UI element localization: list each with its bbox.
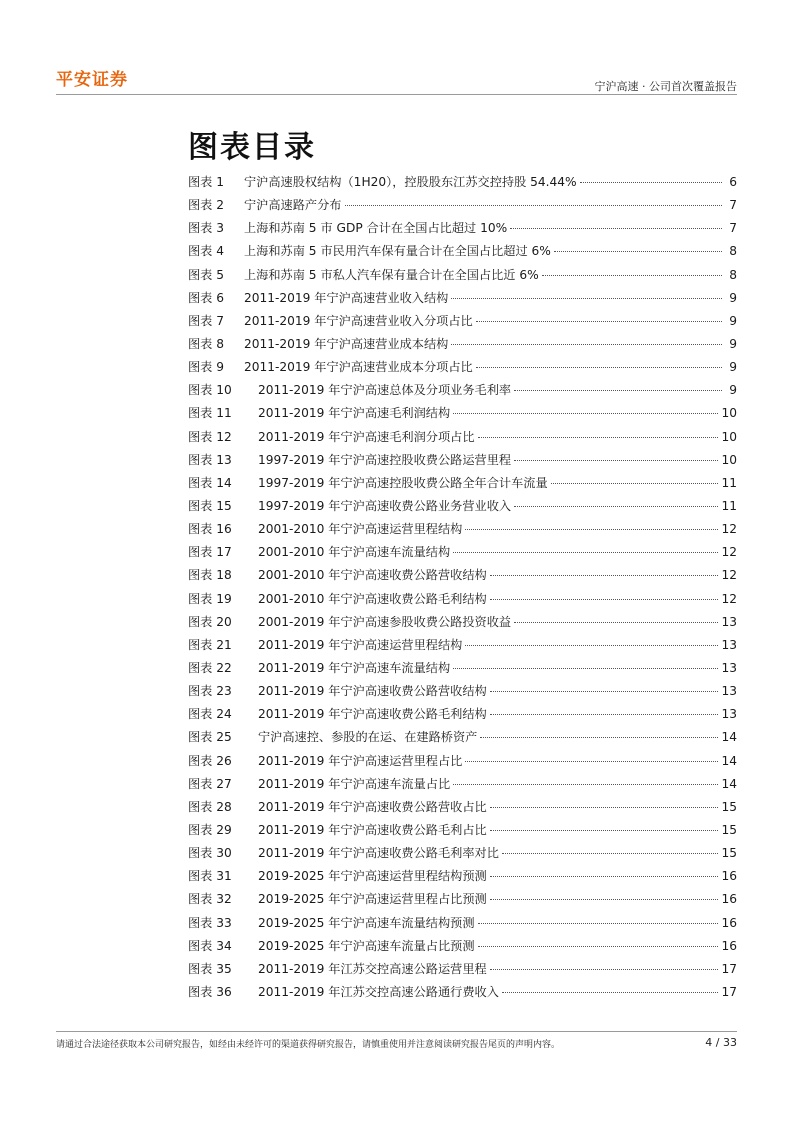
toc-entry-text[interactable]: 2011-2019 年宁沪高速收费公路营收占比	[258, 799, 487, 814]
toc-leader-dots	[490, 830, 719, 831]
toc-label: 图表 31	[188, 869, 232, 884]
toc-page-number[interactable]: 14	[721, 776, 737, 791]
toc-entry-text[interactable]: 2011-2019 年宁沪高速总体及分项业务毛利率	[258, 383, 512, 398]
toc-row[interactable]	[188, 566, 737, 589]
toc-leader-dots	[478, 946, 719, 947]
toc-row[interactable]	[188, 844, 737, 867]
toc-entry-text[interactable]: 2011-2019 年宁沪高速营业收入结构	[244, 290, 449, 305]
toc-label: 图表 10	[188, 383, 232, 398]
toc-leader-dots	[554, 251, 722, 252]
toc-row[interactable]	[188, 173, 737, 196]
toc-label: 图表 8	[188, 336, 225, 351]
toc-label: 图表 36	[188, 984, 232, 999]
toc-label: 图表 6	[188, 290, 225, 305]
toc-leader-dots	[476, 321, 722, 322]
toc-page-number[interactable]: 13	[721, 637, 737, 652]
toc-entry-text[interactable]: 2011-2019 年宁沪高速营业成本结构	[244, 336, 449, 351]
toc-page-number[interactable]: 10	[721, 429, 737, 444]
toc-page-number[interactable]: 17	[721, 984, 737, 999]
toc-entry-text[interactable]: 2011-2019 年宁沪高速毛利润分项占比	[258, 429, 475, 444]
toc-row[interactable]	[188, 543, 737, 566]
toc-leader-dots	[453, 552, 718, 553]
toc-entry-text[interactable]: 1997-2019 年宁沪高速收费公路业务营业收入	[258, 498, 512, 513]
toc-label: 图表 9	[188, 360, 225, 375]
toc-entry-text[interactable]: 上海和苏南 5 市私人汽车保有量合计在全国占比近 6%	[244, 267, 539, 282]
toc-row[interactable]	[188, 613, 737, 636]
toc-entry-text[interactable]: 2011-2019 年宁沪高速运营里程占比	[258, 753, 463, 768]
toc-leader-dots	[451, 298, 722, 299]
toc-page-number[interactable]: 9	[729, 336, 737, 351]
toc-leader-dots	[451, 344, 722, 345]
toc-row[interactable]	[188, 497, 737, 520]
toc-entry-text[interactable]: 2011-2019 年宁沪高速车流量结构	[258, 660, 451, 675]
toc-label: 图表 13	[188, 452, 232, 467]
toc-entry-text[interactable]: 2001-2010 年宁沪高速车流量结构	[258, 545, 451, 560]
toc-row[interactable]	[188, 752, 737, 775]
toc-entry-text[interactable]: 2001-2019 年宁沪高速参股收费公路投资收益	[258, 614, 512, 629]
toc-label: 图表 20	[188, 614, 232, 629]
toc-page-number[interactable]: 6	[729, 175, 737, 189]
toc-leader-dots	[490, 876, 719, 877]
toc-page-number[interactable]: 13	[721, 707, 737, 722]
toc-row[interactable]	[188, 335, 737, 358]
page-number: 4 / 33	[705, 1036, 737, 1049]
toc-page-number[interactable]: 15	[721, 846, 737, 861]
toc-page-number[interactable]: 12	[721, 545, 737, 560]
toc-leader-dots	[453, 413, 718, 414]
toc-row[interactable]	[188, 474, 737, 497]
toc-row[interactable]	[188, 937, 737, 960]
toc-leader-dots	[345, 205, 723, 206]
toc-entry-text[interactable]: 上海和苏南 5 市 GDP 合计在全国占比超过 10%	[244, 221, 508, 236]
toc-leader-dots	[465, 761, 718, 762]
toc-page-number[interactable]: 16	[721, 938, 737, 953]
toc-leader-dots	[478, 437, 719, 438]
toc-label: 图表 11	[188, 406, 232, 421]
toc-entry-text[interactable]: 2001-2010 年宁沪高速运营里程结构	[258, 522, 463, 537]
toc-entry-text[interactable]: 2011-2019 年宁沪高速收费公路毛利率对比	[258, 846, 499, 861]
toc-row[interactable]	[188, 890, 737, 913]
toc-entry-text[interactable]: 2019-2025 年宁沪高速运营里程占比预测	[258, 892, 487, 907]
toc-leader-dots	[490, 969, 719, 970]
toc-row[interactable]	[188, 821, 737, 844]
toc-label: 图表 24	[188, 707, 232, 722]
toc-label: 图表 18	[188, 568, 232, 583]
toc-entry-text[interactable]: 2019-2025 年宁沪高速运营里程结构预测	[258, 869, 487, 884]
toc-page-number[interactable]: 14	[721, 730, 737, 745]
toc-page-number[interactable]: 10	[721, 452, 737, 467]
toc-leader-dots	[490, 575, 719, 576]
toc-leader-dots	[465, 529, 718, 530]
toc-entry-text[interactable]: 2011-2019 年宁沪高速营业收入分项占比	[244, 313, 473, 328]
toc-label: 图表 15	[188, 498, 232, 513]
toc-entry-text[interactable]: 2011-2019 年宁沪高速运营里程结构	[258, 637, 463, 652]
toc-leader-dots	[502, 853, 719, 854]
toc-leader-dots	[542, 275, 722, 276]
toc-label: 图表 17	[188, 545, 232, 560]
toc-entry-text[interactable]: 2011-2019 年宁沪高速收费公路毛利占比	[258, 822, 487, 837]
toc-page-number[interactable]: 9	[729, 383, 737, 398]
toc-page-number[interactable]: 12	[721, 522, 737, 537]
toc-page-number[interactable]: 7	[729, 198, 737, 213]
toc-row[interactable]	[188, 636, 737, 659]
toc-page-number[interactable]: 16	[721, 869, 737, 884]
toc-leader-dots	[476, 367, 722, 368]
toc-label: 图表 23	[188, 684, 232, 699]
toc-label: 图表 1	[188, 175, 225, 189]
toc-row[interactable]	[188, 242, 737, 265]
toc-page-number[interactable]: 17	[721, 961, 737, 976]
footer-divider	[56, 1031, 737, 1032]
toc-leader-dots	[514, 460, 718, 461]
toc-leader-dots	[478, 923, 719, 924]
toc-page-number[interactable]: 7	[729, 221, 737, 236]
toc-entry-text[interactable]: 1997-2019 年宁沪高速控股收费公路全年合计车流量	[258, 475, 548, 490]
toc-row[interactable]	[188, 705, 737, 728]
toc-label: 图表 29	[188, 822, 232, 837]
toc-row[interactable]	[188, 983, 737, 1006]
toc-entry-text[interactable]: 2001-2010 年宁沪高速收费公路营收结构	[258, 568, 487, 583]
toc-row[interactable]	[188, 798, 737, 821]
header-divider	[56, 94, 737, 95]
toc-row[interactable]	[188, 960, 737, 983]
toc-row[interactable]	[188, 728, 737, 751]
toc-leader-dots	[514, 506, 718, 507]
toc-entry-text[interactable]: 2011-2019 年江苏交控高速公路通行费收入	[258, 984, 499, 999]
toc-label: 图表 28	[188, 799, 232, 814]
toc-page-number[interactable]: 9	[729, 360, 737, 375]
toc-page-number[interactable]: 12	[721, 591, 737, 606]
toc-entry-text[interactable]: 2019-2025 年宁沪高速车流量占比预测	[258, 938, 475, 953]
toc-row[interactable]	[188, 266, 737, 289]
toc-row[interactable]	[188, 659, 737, 682]
toc-page-number[interactable]: 11	[721, 498, 737, 513]
toc-leader-dots	[490, 899, 719, 900]
toc-entry-text[interactable]: 1997-2019 年宁沪高速控股收费公路运营里程	[258, 452, 512, 467]
toc-row[interactable]	[188, 867, 737, 890]
toc-entry-text[interactable]: 2011-2019 年宁沪高速车流量占比	[258, 776, 451, 791]
toc-page-number[interactable]: 8	[729, 244, 737, 259]
toc-leader-dots	[514, 622, 718, 623]
toc-page-number[interactable]: 9	[729, 313, 737, 328]
toc-entry-text[interactable]: 2011-2019 年宁沪高速收费公路毛利结构	[258, 707, 487, 722]
toc-row[interactable]	[188, 590, 737, 613]
toc-row[interactable]	[188, 520, 737, 543]
toc-row[interactable]	[188, 289, 737, 312]
toc-label: 图表 35	[188, 961, 232, 976]
toc-page-number[interactable]: 16	[721, 892, 737, 907]
toc-entry-text[interactable]: 2019-2025 年宁沪高速车流量结构预测	[258, 915, 475, 930]
page-title: 图表目录	[188, 130, 316, 165]
toc-entry-text[interactable]: 上海和苏南 5 市民用汽车保有量合计在全国占比超过 6%	[244, 244, 551, 259]
toc-row[interactable]	[188, 914, 737, 937]
toc-row[interactable]	[188, 358, 737, 381]
toc-label: 图表 21	[188, 637, 232, 652]
toc-entry-text[interactable]: 2011-2019 年宁沪高速毛利润结构	[258, 406, 451, 421]
toc-label: 图表 26	[188, 753, 232, 768]
toc-page-number[interactable]: 15	[721, 822, 737, 837]
toc-list	[188, 173, 737, 1006]
toc-label: 图表 2	[188, 198, 225, 213]
toc-leader-dots	[453, 668, 718, 669]
toc-label: 图表 7	[188, 313, 225, 328]
toc-row[interactable]	[188, 219, 737, 242]
toc-leader-dots	[502, 992, 719, 993]
toc-row[interactable]	[188, 312, 737, 335]
toc-leader-dots	[490, 691, 719, 692]
toc-page-number[interactable]: 15	[721, 799, 737, 814]
toc-leader-dots	[514, 390, 722, 391]
report-title: 宁沪高速 · 公司首次覆盖报告	[594, 80, 737, 93]
toc-row[interactable]	[188, 428, 737, 451]
toc-page-number[interactable]: 12	[721, 568, 737, 583]
toc-label: 图表 5	[188, 267, 225, 282]
toc-page-number[interactable]: 10	[721, 406, 737, 421]
toc-label: 图表 27	[188, 776, 232, 791]
toc-row[interactable]	[188, 451, 737, 474]
toc-leader-dots	[453, 784, 718, 785]
toc-label: 图表 4	[188, 244, 225, 259]
toc-leader-dots	[510, 228, 722, 229]
brand-logo: 平安证券	[56, 70, 128, 90]
toc-label: 图表 30	[188, 846, 232, 861]
toc-label: 图表 19	[188, 591, 232, 606]
toc-label: 图表 12	[188, 429, 232, 444]
toc-entry-text[interactable]: 2011-2019 年宁沪高速营业成本分项占比	[244, 360, 473, 375]
toc-leader-dots	[551, 483, 719, 484]
toc-row[interactable]	[188, 404, 737, 427]
toc-leader-dots	[490, 807, 719, 808]
toc-page-number[interactable]: 11	[721, 475, 737, 490]
toc-entry-text[interactable]: 宁沪高速路产分布	[244, 198, 342, 213]
toc-label: 图表 16	[188, 522, 232, 537]
toc-label: 图表 33	[188, 915, 232, 930]
toc-row[interactable]	[188, 682, 737, 705]
toc-entry-text[interactable]: 宁沪高速控、参股的在运、在建路桥资产	[258, 730, 478, 745]
toc-entry-text[interactable]: 2001-2010 年宁沪高速收费公路毛利结构	[258, 591, 487, 606]
toc-leader-dots	[490, 714, 719, 715]
toc-entry-text[interactable]: 2011-2019 年宁沪高速收费公路营收结构	[258, 684, 487, 699]
toc-page-number[interactable]: 13	[721, 660, 737, 675]
toc-row[interactable]	[188, 196, 737, 219]
toc-row[interactable]	[188, 381, 737, 404]
toc-label: 图表 32	[188, 892, 232, 907]
toc-entry-text[interactable]: 2011-2019 年江苏交控高速公路运营里程	[258, 961, 487, 976]
toc-label: 图表 22	[188, 660, 232, 675]
toc-label: 图表 34	[188, 938, 232, 953]
footer-disclaimer: 请通过合法途径获取本公司研究报告，如经由未经许可的渠道获得研究报告，请慎重使用并注意阅读研究报告尾页的声明内容。	[56, 1040, 561, 1050]
toc-entry-text[interactable]: 宁沪高速股权结构（1H20），控股股东江苏交控持股 54.44%	[244, 175, 577, 189]
toc-label: 图表 25	[188, 730, 232, 745]
toc-leader-dots	[480, 737, 718, 738]
toc-row[interactable]	[188, 775, 737, 798]
toc-page-number[interactable]: 8	[729, 267, 737, 282]
toc-page-number[interactable]: 16	[721, 915, 737, 930]
toc-leader-dots	[580, 182, 722, 183]
toc-label: 图表 3	[188, 221, 225, 236]
toc-page-number[interactable]: 9	[729, 290, 737, 305]
toc-page-number[interactable]: 14	[721, 753, 737, 768]
toc-leader-dots	[490, 599, 719, 600]
toc-label: 图表 14	[188, 475, 232, 490]
toc-page-number[interactable]: 13	[721, 614, 737, 629]
toc-page-number[interactable]: 13	[721, 684, 737, 699]
toc-leader-dots	[465, 645, 718, 646]
